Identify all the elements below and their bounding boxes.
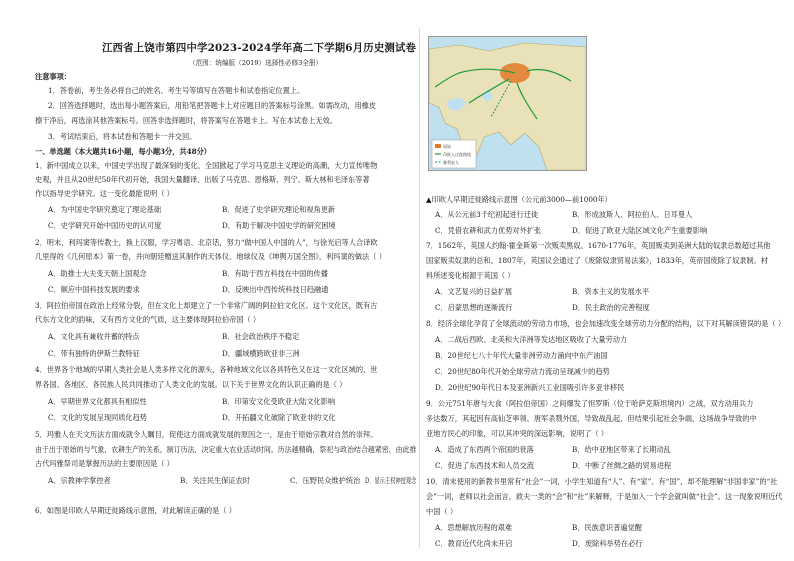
question-2-line: 几里得的《几何原本》第一卷，并向朝廷赠送其制作的天体仪、地球仪及《坤舆万国全图》，利玛窦的做法（ ）: [35, 252, 386, 261]
option-b[interactable]: B．促进了史学研究理论和视角更新: [222, 205, 336, 214]
question-5-line: 古代玛雅祭司是掌握历法的主要原因是（ ）: [35, 459, 174, 468]
option-c[interactable]: C．压野民众维护统治: [290, 476, 361, 485]
legend-label: 雅利安人: [443, 160, 459, 165]
option-b[interactable]: B．给中亚地区带来了长期动乱: [572, 445, 671, 454]
question-4-line: 界各国、各地区、各民族人民共同推动了人类文化的发展。以下关于世界文化的认识正确的是（ ）: [35, 380, 347, 389]
option-a[interactable]: A．为中国史学研究奠定了理论基础: [48, 205, 162, 214]
question-1-line: 史观，并且从20世纪50年代初开始，我国大量翻译、出版了马克思、恩格斯、列宁、斯大林和毛泽东等著: [35, 175, 370, 184]
question-7-line: 料所述变化根源于英国（ ）: [426, 271, 515, 280]
option-d[interactable]: D．中断了丝绸之路的贸易进程: [572, 461, 672, 470]
question-4-line: 4．世界各个地域的早期人类社会是人类多样文化的源头，各种地域文化以各具特色又在这一文化区域的，世: [35, 365, 378, 374]
question-7-line: 7．1562年，英国人约翰·霍金斯第一次贩卖黑奴。1670-1776年，英国贩卖到美洲大陆的奴隶总数超过其他: [426, 241, 771, 250]
question-2-line: 2．明末，利玛窦等传教士，换上汉服，学习粤语、北京话，努力“做中国人中国的人”，与徐光启等人合译欧: [35, 238, 378, 247]
question-8-line: 8．经济全球化孕育了全球流动的劳动力市场，也会加速改变全球劳动力分配的结构，以下对其解读错误的是（ ）: [426, 319, 786, 328]
option-b[interactable]: B．资本主义的发展水平: [572, 287, 650, 296]
option-a[interactable]: A．助推士大夫变天朝上国观念: [48, 269, 147, 278]
option-d[interactable]: D．反映出中西传统科技日趋融通: [222, 285, 329, 294]
option-b[interactable]: B．关注民生保证农时: [180, 476, 250, 485]
column-divider: [419, 28, 420, 548]
option-b[interactable]: B．社会政治秩序不稳定: [222, 332, 300, 341]
notice-item: 3．考试结束后，将本试卷和答题卡一并交回。: [48, 132, 197, 141]
question-6-line: 6．如图是印欧人早期迁徙路线示意图，对此解读正确的是（ ）: [35, 506, 236, 515]
option-d[interactable]: D．开拓疆文化破除了欧亚非的文化: [222, 413, 336, 422]
option-a[interactable]: A．文艺复兴的日益扩展: [435, 287, 513, 296]
question-1-line: 作以指导史学研究。这一变化最能说明（ ）: [35, 189, 174, 198]
notice-heading: 注意事项：: [35, 72, 71, 81]
option-d[interactable]: D．促进了欧亚大陆区域文化产生重要影响: [572, 226, 708, 235]
option-c[interactable]: C．史学研究开始中国历史的认可度: [48, 221, 162, 230]
option-d[interactable]: D．废除科举势在必行: [572, 539, 643, 548]
option-c[interactable]: C．凭借农耕和武力优势对外扩张: [435, 226, 542, 235]
legend-label: 原始: [443, 144, 451, 149]
section-heading: 一、单选题（本大题共16小题，每小题3分，共48分）: [35, 147, 211, 156]
question-7-line: 国家贩卖奴隶的总和。1807年，英国议会通过了《废除奴隶贸易法案》，1833年，英帝国废除了奴隶制。材: [426, 256, 769, 265]
option-c[interactable]: C．启蒙思想的逐渐流行: [435, 303, 513, 312]
option-c[interactable]: C．教育近代化尚未开启: [435, 539, 513, 548]
option-b[interactable]: B．20世纪七八十年代大量非洲劳动力涌向中东产油国: [435, 351, 608, 360]
option-c[interactable]: C．促进了东西技术和人员交流: [435, 461, 534, 470]
option-d[interactable]: D．有助于解决中国史学的研究困境: [222, 221, 336, 230]
question-10-line: 会”一词，老师以社会而言，救夫一类的“会”和“社”来解释，于是加入一个学会就叫做“社会”。这一现象说明近代: [426, 492, 783, 501]
option-a[interactable]: A．文化具有兼收并蓄的特点: [48, 332, 140, 341]
option-a[interactable]: A．二战后西欧、北美和大洋洲等发达地区吸收了大量劳动力: [435, 335, 628, 344]
option-c[interactable]: C．顺应中国科技发展的要求: [48, 285, 140, 294]
question-9-line: 亚地方民心的印象，可以其冲突的深远影响，说明了（ ）: [426, 429, 608, 438]
question-9-line: 9．公元751年唐与大食（阿拉伯帝国）之间爆发了怛罗斯（位于哈萨克斯坦境内）之战，双方动用兵力: [426, 399, 754, 408]
option-a[interactable]: A．宗教神学掌控者: [48, 476, 111, 485]
option-d[interactable]: D．20世纪90年代日本及亚洲新兴工业国吸引许多亚非移民: [435, 383, 625, 392]
option-a[interactable]: A．从公元前3千纪初起进行迁徙: [435, 210, 539, 219]
option-c[interactable]: C．文化的发展呈现同质化趋势: [48, 413, 147, 422]
question-5-line: 由于出于原始的与气象，农耕生产的关系，制订历法，决定重大农业活动时间。历法越精确，祭祀与政治结合越紧密，由此推: [35, 445, 417, 454]
legend-swatch-origin: [435, 144, 441, 148]
option-d[interactable]: D．显示王权神授观念: [365, 476, 417, 485]
notice-item: 1．答卷前，考生务必将自己的姓名、考生号等填写在答题卡和试卷指定位置上。: [48, 86, 305, 95]
option-a[interactable]: A．早期世界文化都具有相似性: [48, 397, 147, 406]
migration-map-svg: [429, 37, 586, 170]
question-9-line: 多达数万，其起因有高仙芝率领、唐军杀戮外国，导致战乱起，但结果引起社会争端，这场战争导致的中: [426, 414, 757, 423]
option-c[interactable]: C．带有独特的伊斯兰教特征: [48, 349, 140, 358]
option-a[interactable]: A．思想解放历程的艰难: [435, 523, 513, 532]
question-1-line: 1．新中国成立以来，中国史学出现了最深刻的变化，全国掀起了学习马克思主义理论的高潮，大力宣传唯物: [35, 161, 378, 170]
question-10-line: 中国（ ）: [426, 507, 458, 516]
question-10-line: 10．清末使用的新教书里常有“社会”一词，小学生知道有“人”、有“家”、有“国”，却不能理解“非国非家”的“社: [426, 477, 778, 486]
option-c[interactable]: C．20世纪80年代开始全球劳动力流动呈现减少的趋势: [435, 367, 610, 376]
notice-item: 2．回答选择题时，选出每小题答案后，用铅笔把答题卡上对应题目的答案标号涂黑。如需改动，用橡皮: [48, 101, 377, 110]
migration-map: [428, 36, 587, 171]
question-5-line: 5．玛雅人在天文历法方面成就令人瞩目，促使这方面成就发展的原因之一，是由于原始宗教对自然的崇拜。: [35, 430, 378, 439]
option-b[interactable]: B．有助于西方科技在中国的传播: [222, 269, 328, 278]
exam-title: 江西省上饶市第四中学2023-2024学年高二下学期6月历史测试卷: [102, 42, 417, 54]
option-d[interactable]: D．疆域横跨欧亚非三洲: [222, 349, 300, 358]
question-3-line: 3．阿拉伯帝国在政治上经常分裂，但在文化上却建立了一个非常广阔的阿拉伯文化区。这个文化区，既有古: [35, 301, 378, 310]
question-3-line: 代东方文化的韵味，又有西方文化的气质，这主要体现阿拉伯帝国（ ）: [35, 315, 261, 324]
legend-label: 印欧人迁徙路线: [443, 152, 471, 157]
notice-item: 擦干净后，再选涂其他答案标号。回答非选择题时，将答案写在答题卡上。写在本试卷上无效。: [35, 116, 337, 125]
option-b[interactable]: B．印第安文化受欧亚大陆文化影响: [222, 397, 336, 406]
option-b[interactable]: B．民族意识普遍觉醒: [572, 523, 642, 532]
option-b[interactable]: B．形成波斯人、阿拉伯人、日耳曼人: [572, 210, 693, 219]
option-a[interactable]: A．造成了东西两个帝国的衰落: [435, 445, 534, 454]
option-d[interactable]: D．民主政治的完善程度: [572, 303, 650, 312]
exam-scope: （范围：统编版（2019）选择性必修3全册）: [189, 59, 323, 67]
map-caption: ▲印欧人早期迁徙路线示意图（公元前3000—前1000年）: [426, 195, 612, 204]
